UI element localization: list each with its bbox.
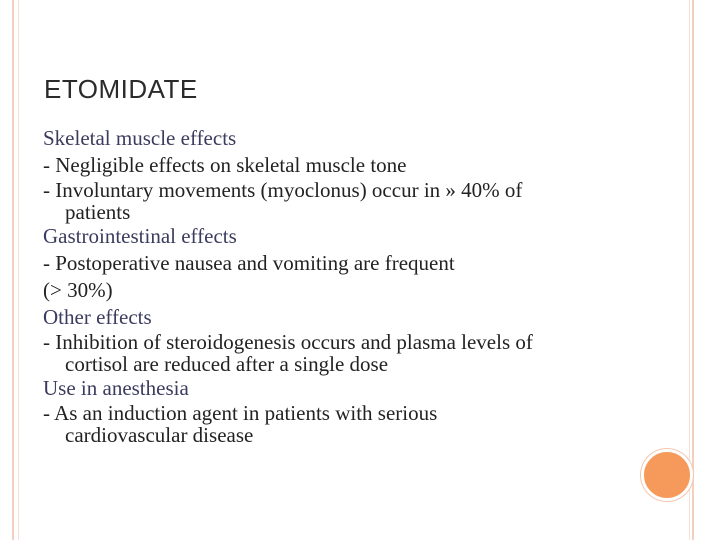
bullet-line: - Negligible effects on skeletal muscle tone [43,153,407,177]
section-heading-skeletal: Skeletal muscle effects [43,126,237,150]
frame-inner-line-left [18,0,19,540]
bullet-continuation: (> 30%) [43,278,113,302]
bullet-line: - Inhibition of steroidogenesis occurs and plasma levels of [43,330,533,354]
section-heading-anesthesia: Use in anesthesia [43,376,189,400]
slide-title: ETOMIDATE [44,74,198,104]
section-heading-gastrointestinal: Gastrointestinal effects [43,224,237,248]
frame-inner-line-right [689,0,690,540]
bullet-line: - Postoperative nausea and vomiting are frequent [43,251,455,275]
bullet-continuation: patients [65,200,131,224]
bullet-continuation: cardiovascular disease [65,423,254,447]
bullet-continuation: cortisol are reduced after a single dose [65,352,389,376]
slide-body [43,125,643,446]
bullet-line: - As an induction agent in patients with serious [43,401,438,425]
decorative-circle-icon [641,449,693,501]
bullet-line: - Involuntary movements (myoclonus) occur in » 40% of [43,178,523,202]
section-heading-other: Other effects [43,305,152,329]
